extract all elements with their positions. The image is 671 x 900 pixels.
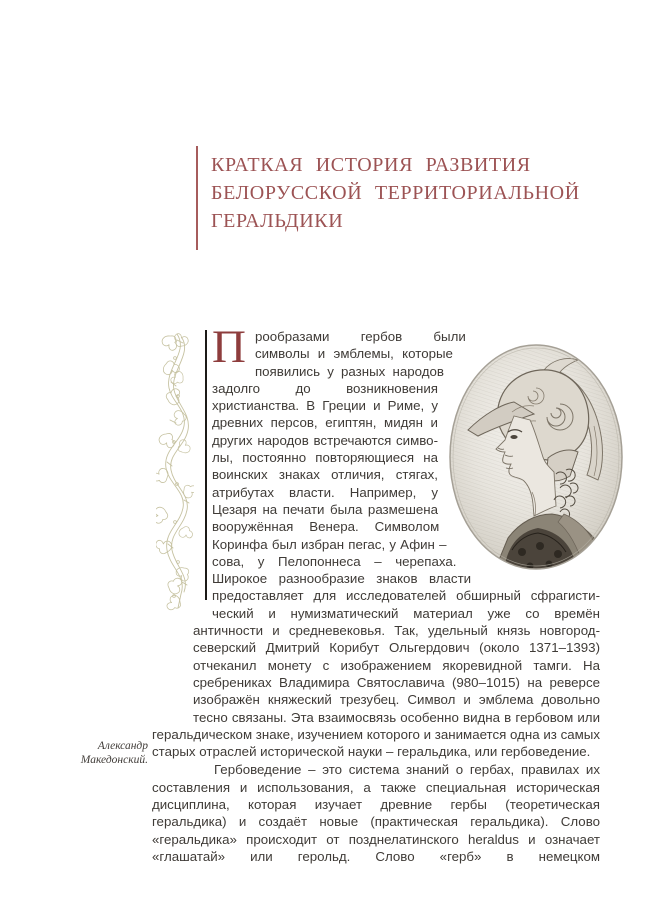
drop-cap: П bbox=[212, 321, 246, 373]
article-text-block bbox=[152, 321, 600, 865]
chapter-title-line-3: ГЕРАЛЬДИКИ bbox=[211, 210, 344, 232]
title-left-rule bbox=[196, 146, 198, 250]
portrait-figure bbox=[448, 342, 624, 572]
oak-ribbon-ornament bbox=[156, 330, 194, 612]
paragraph-left-rule bbox=[205, 330, 207, 600]
paragraph-1-text: рообразами гербов были символы и эмблемы, которые появились у разных народов задолго до возникновения христианства. В Греции и Риме, у древних персов, египтян, мидян и других народов встречаются символы, постоянно повторяющиеся на воинских знаках отличия, стягах, атрибутах власти. Например, у Цезаря на печати была размешена вооружённая Венера. Символом Коринфа был избран пегас, у Афин – сова, у Пелопоннеса – черепаха. Широкое разнообразие знаков власти предоставляет для исследователей обширный сфрагистический и нумизматический материал уже со времён античности и средневековья. Так, удельный князь новгород-северский Дмитрий Корибут Ольгердович (около 1371–1393) отчеканил монету с изображением якоревидной тамги. На сребрениках Владимира Святославича (980–1015) на реверсе изображён княжеский трезубец. Символ и эмблема довольно тесно связаны. Эта взаимосвязь особенно видна в гербовом или геральдическом знаке, изучением которого и занимается одна из самых старых отраслей исторической науки – геральдика, или гербоведение. bbox=[152, 329, 600, 760]
portrait-caption: Александр Македонский. bbox=[80, 740, 148, 766]
alexander-engraving bbox=[448, 342, 624, 572]
chapter-title-line-1: КРАТКАЯ ИСТОРИЯ РАЗВИТИЯ bbox=[211, 154, 531, 176]
margin-ornament-region bbox=[152, 328, 212, 724]
chapter-title bbox=[211, 151, 611, 235]
paragraph-2: Гербоведение – это система знаний о гербах, правилах их составления и использования, а также специальная историческая дисциплина, которая изучает древние гербы (теоретическая геральдика) и создаёт новые (практическая геральдика). Слово «геральдика» происходит от позднелатинского heraldus и означает «глашатай» или герольд. Слово «герб» в немецком bbox=[152, 762, 600, 864]
chapter-title-line-2: БЕЛОРУССКОЙ ТЕРРИТОРИАЛЬНОЙ bbox=[211, 182, 580, 204]
